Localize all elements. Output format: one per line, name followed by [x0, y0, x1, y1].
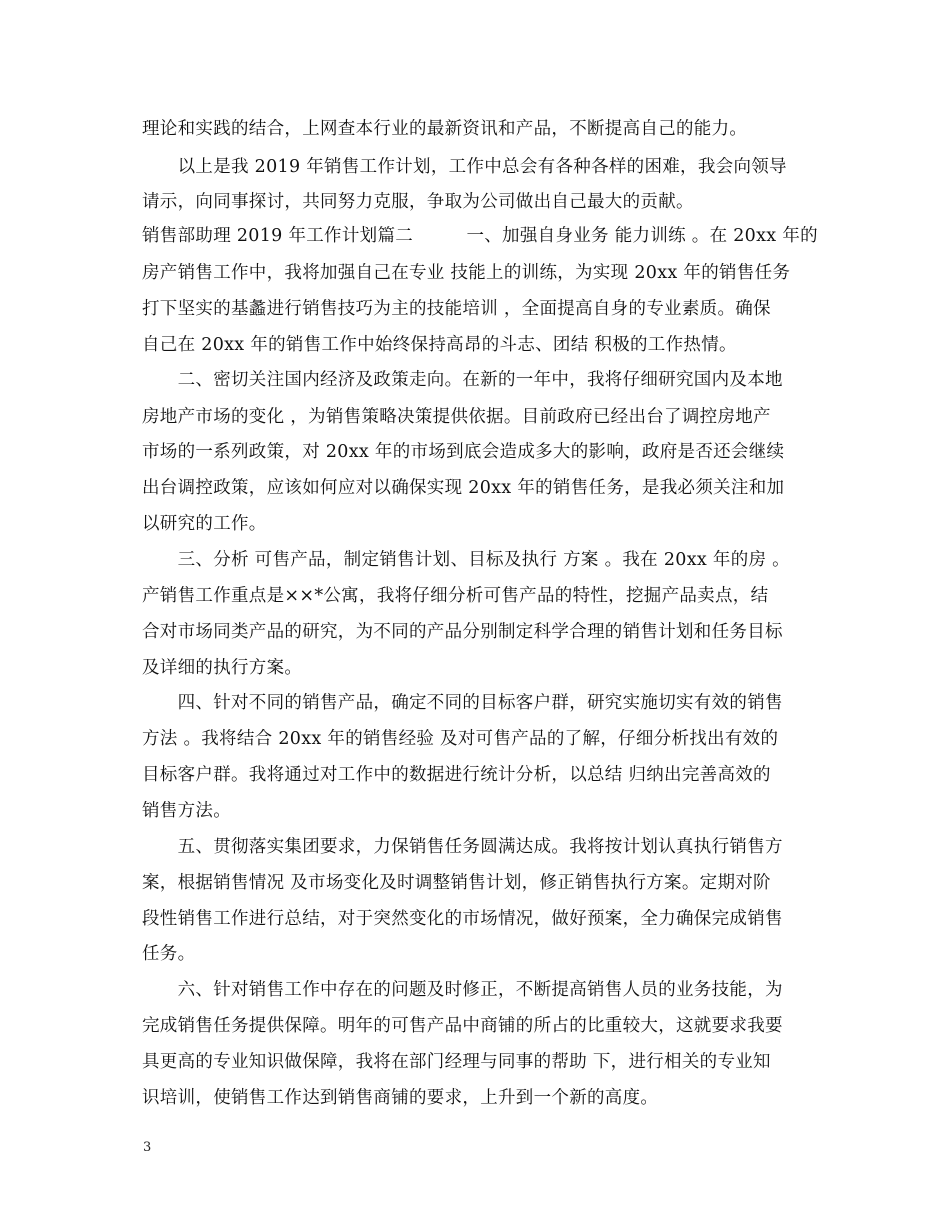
text-line: 案，根据销售情况 及市场变化及时调整销售计划，修正销售执行方案。定期对阶: [142, 873, 771, 893]
text-line: 具更高的专业知识做保障，我将在部门经理与同事的帮助 下，进行相关的专业知: [142, 1052, 771, 1072]
text-line: 请示，向同事探讨，共同努力克服，争取为公司做出自己最大的贡献。: [142, 192, 694, 212]
text-line: 四、针对不同的销售产品，确定不同的目标客户群，研究实施切实有效的销售: [142, 693, 783, 713]
text-line: 完成销售任务提供保障。明年的可售产品中商铺的所占的比重较大，这就要求我要: [142, 1016, 783, 1036]
text-line: 二、密切关注国内经济及政策走向。在新的一年中，我将仔细研究国内及本地: [142, 370, 783, 390]
text-line: 以研究的工作。: [142, 514, 267, 534]
text-line: 房地产市场的变化 ，为销售策略决策提供依据。目前政府已经出台了调控房地产: [142, 407, 771, 427]
text-line: 产销售工作重点是××*公寓，我将仔细分析可售产品的特性，挖掘产品卖点，结: [142, 586, 769, 606]
text-line: 三、分析 可售产品，制定销售计划、目标及执行 方案 。我在 20xx 年的房 。: [142, 550, 790, 570]
text-line: 及详细的执行方案。: [142, 658, 303, 678]
text-line: 房产销售工作中，我将加强自己在专业 技能上的训练，为实现 20xx 年的销售任务: [142, 263, 791, 283]
text-line: 合对市场同类产品的研究，为不同的产品分别制定科学合理的销售计划和任务目标: [142, 622, 783, 642]
text-line: 六、针对销售工作中存在的问题及时修正，不断提高销售人员的业务技能，为: [142, 980, 783, 1000]
text-line: 出台调控政策，应该如何应对以确保实现 20xx 年的销售任务，是我必须关注和加: [142, 478, 785, 498]
text-line: 目标客户群。我将通过对工作中的数据进行统计分析，以总结 归纳出完善高效的: [142, 765, 771, 785]
text-line: 自己在 20xx 年的销售工作中始终保持高昂的斗志、团结 积极的工作热情。: [142, 335, 737, 355]
text-line: 任务。: [142, 944, 196, 964]
text-line: 方法 。我将结合 20xx 年的销售经验 及对可售产品的了解，仔细分析找出有效的: [142, 729, 779, 749]
text-line: 打下坚实的基蠡进行销售技巧为主的技能培训 ，全面提高自身的专业素质。确保: [142, 299, 771, 319]
text-line: 理论和实践的结合，上网查本行业的最新资讯和产品，不断提高自己的能力。: [142, 119, 748, 139]
text-line: 五、贯彻落实集团要求，力保销售任务圆满达成。我将按计划认真执行销售方: [142, 837, 783, 857]
text-line: 以上是我 2019 年销售工作计划，工作中总会有各种各样的困难，我会向领导: [142, 157, 787, 177]
text-line: 市场的一系列政策，对 20xx 年的市场到底会造成多大的影响，政府是否还会继续: [142, 442, 785, 462]
page-number: 3: [143, 1140, 152, 1155]
text-line: 段性销售工作进行总结，对于突然变化的市场情况，做好预案，全力确保完成销售: [142, 909, 783, 929]
text-line: 销售方法。: [142, 801, 231, 821]
text-line: 销售部助理 2019 年工作计划篇二 一、加强自身业务 能力训练 。在 20xx 年的: [142, 226, 818, 246]
text-line: 识培训，使销售工作达到销售商铺的要求，上升到一个新的高度。: [142, 1088, 659, 1108]
